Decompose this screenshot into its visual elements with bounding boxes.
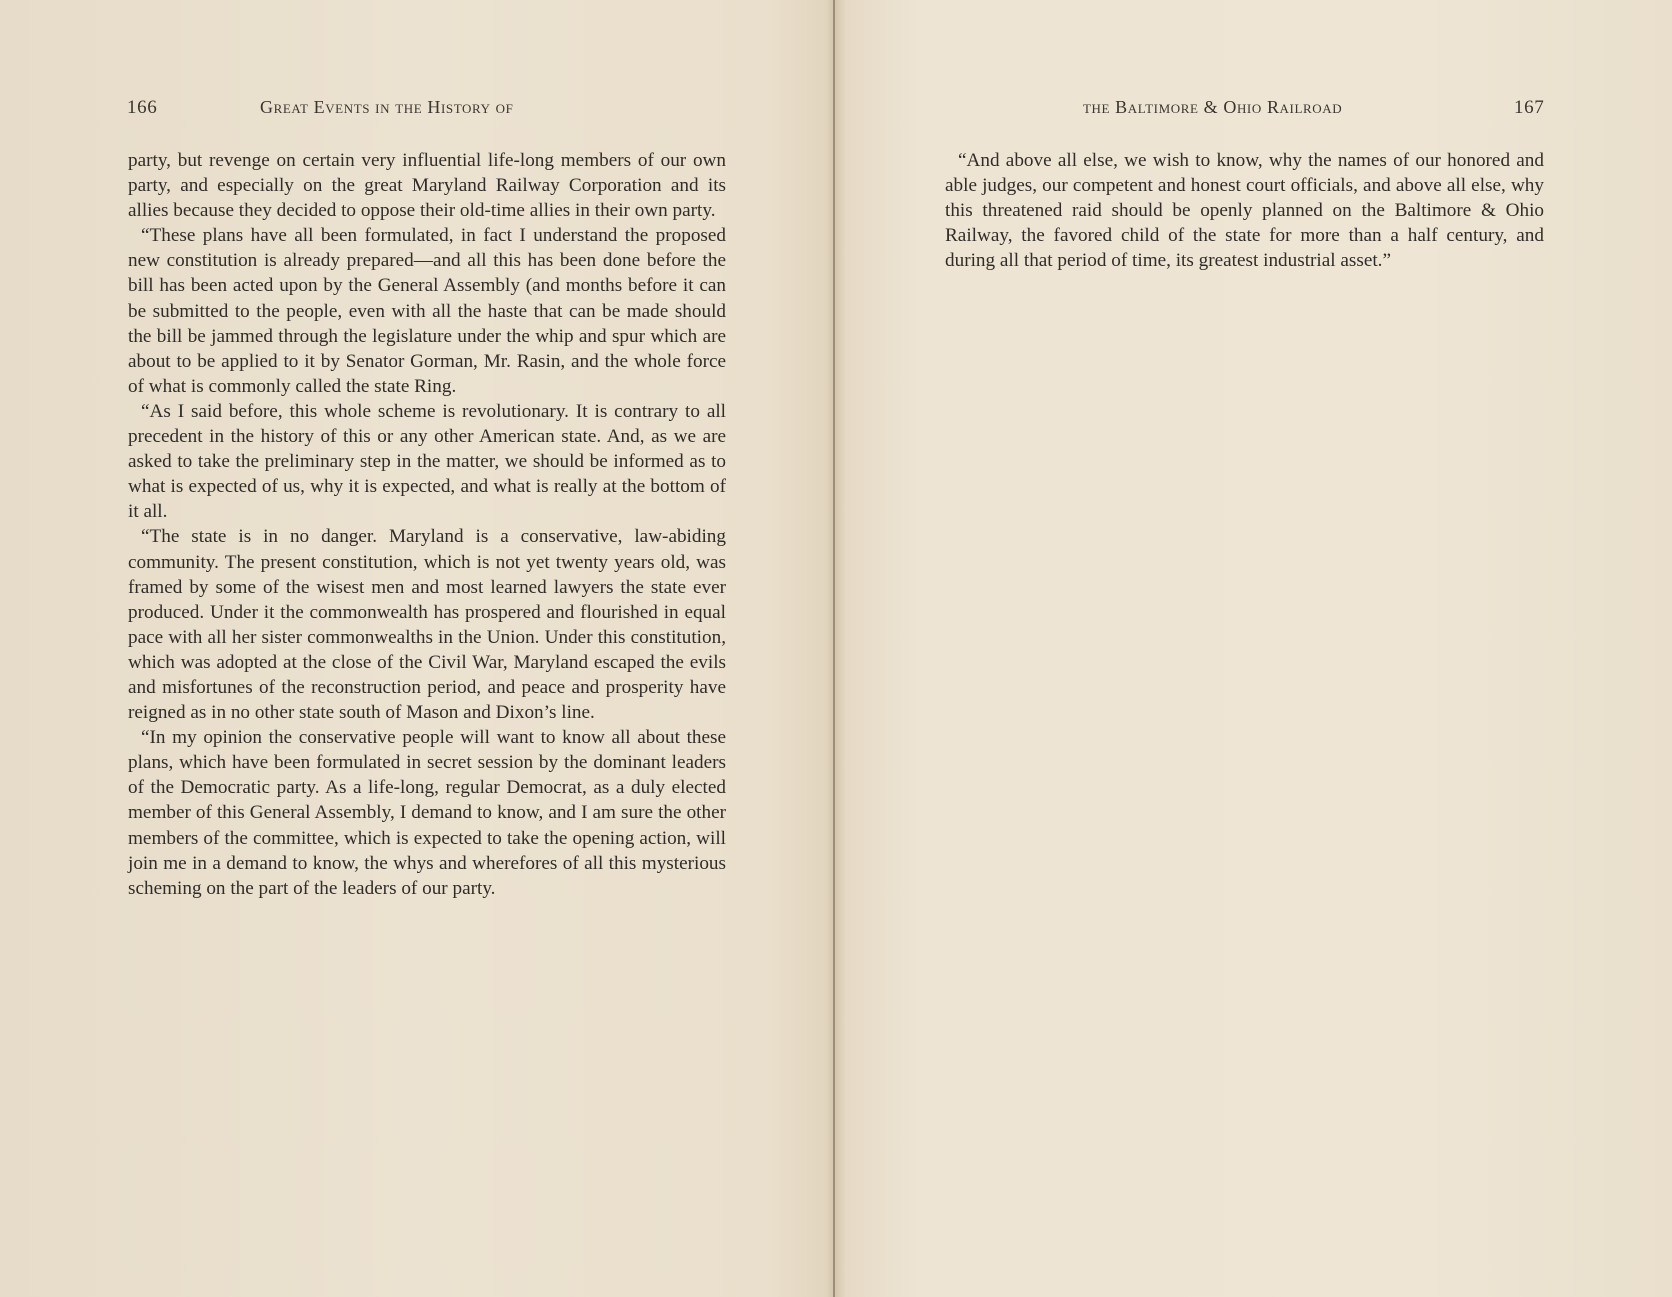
left-paragraph-2: “These plans have all been formulated, in fact I understand the proposed new constitution is already prepared—and all this has been done before the bill has been acted upon by the General Assembly (and months before it can be submitted to the people, even with all the haste that can be made should the bill be jammed through the legislature under the whip and spur which are about to be applied to it by Senator Gorman, Mr. Rasin, and the whole force of what is commonly called the state Ring. [128,225,726,397]
left-paragraph-4: “The state is in no danger. Maryland is a conservative, law-abiding community. The present constitution, which is not yet twenty years old, was framed by some of the wisest men and most learned lawyers the state ever produced. Under it the commonwealth has prospered and flourished in equal pace with all her sister commonwealths in the Union. Under this constitution, which was adopted at the close of the Civil War, Maryland escaped the evils and misfortunes of the reconstruction period, and peace and prosperity have reigned as in no other state south of Mason and Dixon’s line. [128,526,726,724]
right-running-head-title: the Baltimore & Ohio Railroad [1083,97,1343,117]
left-paragraph-5: “In my opinion the conservative people will want to know all about these plans, which have been formulated in secret session by the dominant leaders of the Democratic party. As a life-long, regular Democrat, as a duly elected member of this General Assembly, I demand to know, and I am sure the other members of the committee, which is expected to take the opening action, will join me in a demand to know, the whys and wherefores of all this mysterious scheming on the part of the leaders of our party. [128,727,726,899]
left-paragraph-1: party, but revenge on certain very influential life-long members of our own party, and especially on the great Maryland Railway Corporation and its allies because they decided to oppose their old-time allies in their own party. [128,150,726,222]
left-page-number: 166 [127,97,158,118]
left-paragraph-3: “As I said before, this whole scheme is revolutionary. It is contrary to all precedent in the history of this or any other American state. And, as we are asked to take the preliminary step in the matter, we should be informed as to what is expected of us, why it is expected, and what is really at the bottom of it all. [128,400,726,523]
right-page [836,0,1672,1297]
right-body-text [945,148,1544,273]
right-page-number: 167 [1514,97,1545,118]
right-paragraph-1: “And above all else, we wish to know, why the names of our honored and able judges, our competent and honest court officials, and above all else, why this threatened raid should be openly planned on the Baltimore & Ohio Railway, the favored child of the state for more than a half century, and during all that period of time, its greatest industrial asset.” [945,150,1544,272]
left-page [0,0,834,1297]
book-gutter [833,0,835,1297]
left-running-head-title: Great Events in the History of [260,97,514,117]
left-body-text [128,148,726,901]
